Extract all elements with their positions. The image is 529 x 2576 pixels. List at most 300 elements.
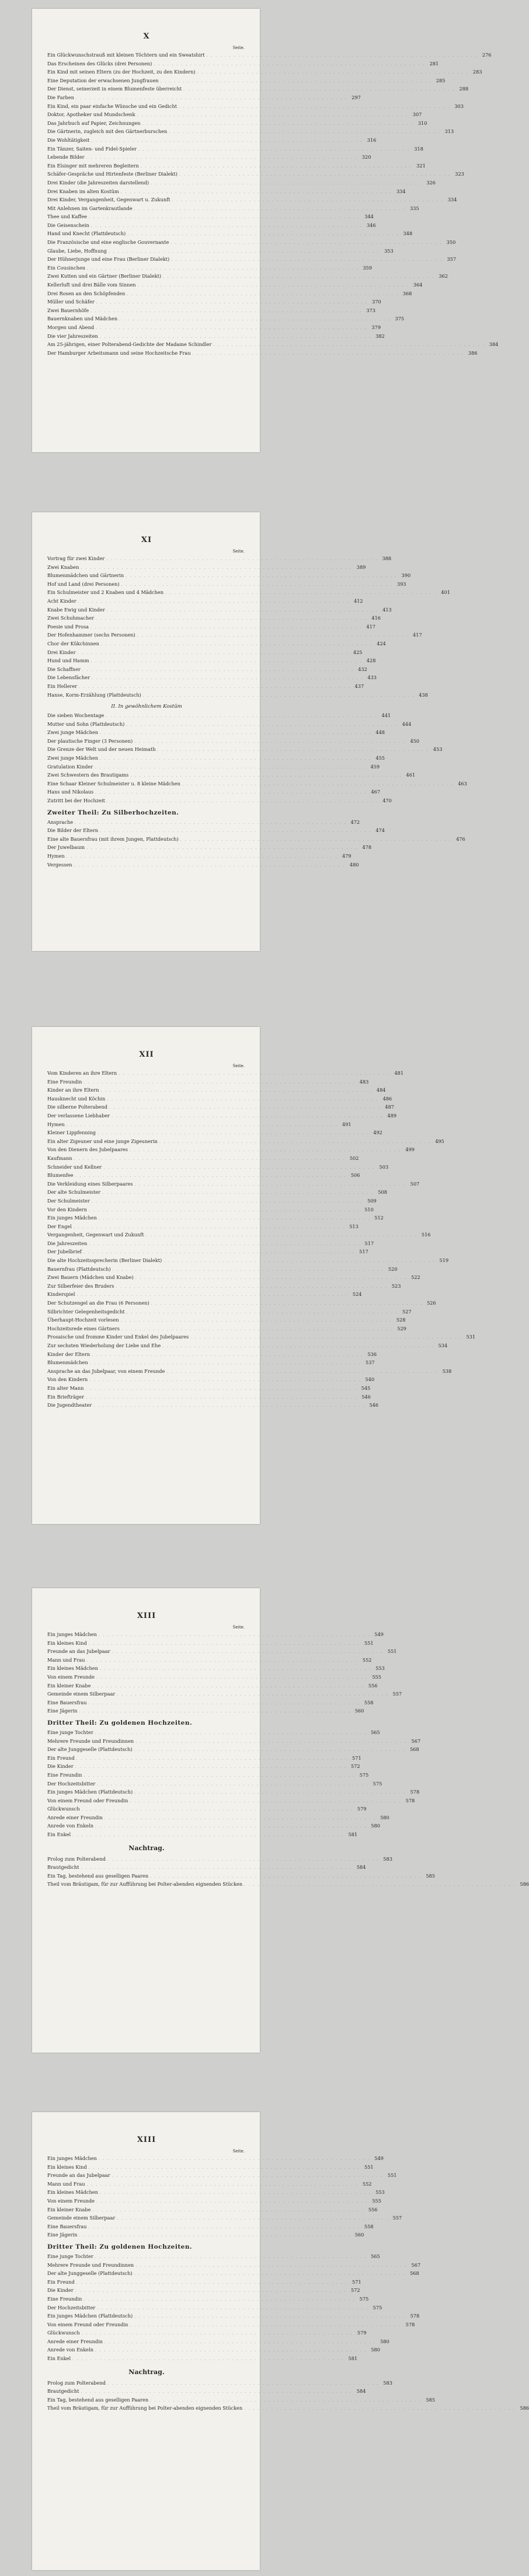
leader-dots <box>92 1352 363 1359</box>
leader-dots <box>76 95 347 103</box>
toc-entry-page: 568 <box>410 2270 419 2277</box>
toc-entry-page: 551 <box>364 2163 374 2170</box>
toc-entry <box>47 2197 381 2206</box>
toc-entry-page: 346 <box>367 222 376 228</box>
leader-dots <box>100 1666 371 1673</box>
toc-entry-title: Ein Kind, ein paar einfache Wünsche und ein Gedicht <box>47 103 178 109</box>
toc-entry-page: 470 <box>382 798 392 804</box>
leader-dots <box>117 2215 388 2223</box>
leader-dots <box>166 1369 438 1376</box>
page-content <box>32 512 467 869</box>
toc-entry-page: 583 <box>383 2379 392 2386</box>
leader-dots <box>169 129 440 137</box>
toc-entry-page: 384 <box>489 341 499 348</box>
toc-entry-title: Das Erscheinen des Glücks (drei Personen) <box>47 60 152 67</box>
toc-entry-title: Eine Freundin <box>47 1771 82 1778</box>
leader-dots <box>183 86 455 94</box>
toc-entry-title: Die Gärtnerin, zugleich mit den Gärtnerburschen <box>47 128 168 135</box>
toc-entry-title: Ein alter Zigeuner und eine junge Zigeunerin <box>47 1138 158 1144</box>
toc-entry <box>47 1393 371 1402</box>
toc-entry-title: Der Hühnerjunge und eine Frau (Berliner Dialekt) <box>47 256 170 263</box>
toc-entry <box>47 1342 448 1351</box>
leader-dots <box>180 837 452 844</box>
subsection-heading: II. In gewöhnlichem Kostüm <box>111 704 182 710</box>
toc-entry-page: 553 <box>375 2189 385 2196</box>
toc-entry-title: Hymen <box>47 1121 65 1127</box>
toc-entry-title: Der alte Junggeselle (Plattdeutsch) <box>47 2270 133 2277</box>
toc-entry <box>47 1316 406 1325</box>
toc-entry <box>47 2155 384 2163</box>
leader-dots <box>95 764 366 772</box>
toc-entry-page: 586 <box>520 1881 529 1888</box>
leader-dots <box>117 1691 388 1699</box>
toc-entry-title: Der Engel <box>47 1223 72 1229</box>
toc-entry <box>47 94 361 103</box>
toc-entry <box>47 1805 367 1814</box>
toc-entry-page: 472 <box>350 819 360 825</box>
leader-dots <box>151 1301 423 1308</box>
leader-dots <box>96 616 367 623</box>
toc-entry-page: 334 <box>447 197 457 203</box>
leader-dots <box>89 1207 360 1215</box>
toc-entry-page: 373 <box>366 307 376 313</box>
page-content <box>32 2112 529 2413</box>
leader-dots <box>87 1658 359 1665</box>
leader-dots <box>103 1165 375 1172</box>
leader-dots <box>197 69 469 77</box>
page-column-header: Seite. <box>232 1064 245 1068</box>
page-number-roman: XI <box>141 536 152 544</box>
toc-entry-title: Hymen <box>47 853 65 859</box>
leader-dots <box>82 667 354 674</box>
leader-dots <box>89 1377 361 1385</box>
toc-entry <box>47 1376 375 1385</box>
appendix-heading: Nachtrag. <box>128 1844 165 1852</box>
toc-entry-page: 579 <box>357 2330 367 2336</box>
toc-entry <box>47 1771 369 1780</box>
leader-dots <box>81 2389 352 2396</box>
toc-entry <box>47 729 385 738</box>
toc-entry-page: 281 <box>429 60 439 67</box>
toc-entry <box>47 623 376 632</box>
leader-dots <box>91 138 363 145</box>
toc-entry-page: 565 <box>371 2253 380 2259</box>
toc-entry <box>47 298 381 307</box>
toc-entry <box>47 1368 452 1376</box>
toc-entry-page: 433 <box>367 674 377 681</box>
toc-entry-page: 393 <box>396 581 406 587</box>
toc-entry-page: 502 <box>349 1155 359 1161</box>
leader-dots <box>135 1739 407 1746</box>
leader-dots <box>146 1232 417 1240</box>
toc-entry-title: Ansprache <box>47 819 74 825</box>
toc-entry <box>47 307 376 316</box>
toc-entry-title: Blumenfee <box>47 1172 74 1179</box>
leader-dots <box>134 2271 406 2278</box>
toc-entry-page: 506 <box>350 1172 360 1179</box>
toc-entry-title: Der plautische Finger (3 Personen) <box>47 738 133 744</box>
leader-dots <box>67 854 338 861</box>
toc-entry-title: Der Hochzeitsbitter <box>47 2304 96 2311</box>
toc-entry <box>47 1197 377 1206</box>
leader-dots <box>134 1747 406 1754</box>
toc-entry <box>47 581 406 589</box>
toc-entry <box>47 1163 389 1172</box>
toc-entry-page: 370 <box>372 299 381 305</box>
toc-entry-page: 486 <box>382 1095 392 1102</box>
toc-entry-title: Der alte Junggeselle (Plattdeutsch) <box>47 1746 133 1753</box>
leader-dots <box>170 240 442 247</box>
toc-entry-title: Von einem Freund oder Freundin <box>47 1797 128 1803</box>
toc-entry <box>47 666 367 674</box>
toc-entry <box>47 1814 389 1823</box>
toc-entry-title: Ein Enkel <box>47 2355 71 2362</box>
leader-dots <box>76 2280 348 2287</box>
toc-entry <box>47 170 464 179</box>
toc-entry-page: 478 <box>362 844 372 851</box>
toc-entry-page: 316 <box>367 137 377 143</box>
toc-entry <box>47 1881 529 1889</box>
toc-entry-title: Theil vom Bräutigam, für zur Aufführung bei Polter-abenden eignenden Stücken <box>47 2405 243 2411</box>
toc-entry-page: 581 <box>348 1831 358 1838</box>
leader-dots <box>121 582 393 589</box>
leader-dots <box>74 1156 346 1163</box>
toc-entry <box>47 797 392 806</box>
toc-entry-page: 428 <box>366 658 376 664</box>
leader-dots <box>121 189 392 197</box>
leader-dots <box>163 1258 435 1266</box>
toc-entry <box>47 674 377 683</box>
leader-dots <box>89 2165 360 2172</box>
leader-dots <box>119 316 391 324</box>
toc-entry-page: 425 <box>353 649 363 655</box>
toc-entry-page: 483 <box>359 1078 369 1085</box>
toc-entry <box>47 1274 420 1282</box>
toc-entry <box>47 272 448 281</box>
leader-dots <box>107 798 378 806</box>
leader-dots <box>76 1756 348 1763</box>
toc-entry <box>47 1138 444 1147</box>
toc-entry-page: 568 <box>410 1746 419 1753</box>
toc-entry <box>47 649 363 658</box>
toc-entry <box>47 1385 371 1393</box>
leader-dots <box>95 1823 367 1831</box>
toc-entry-title: Freunde an das Jubelpaar <box>47 1648 110 1655</box>
toc-entry-page: 441 <box>381 712 391 719</box>
toc-entry-title: Ein Tänzer, Saiten- und Fidel-Spieler <box>47 145 137 152</box>
toc-entry-page: 359 <box>363 264 372 271</box>
toc-entry-page: 558 <box>364 1699 374 1705</box>
leader-dots <box>161 78 432 86</box>
toc-entry-page: 444 <box>402 721 412 727</box>
toc-entry-title: Vergessen <box>47 861 72 868</box>
toc-entry <box>47 2396 436 2405</box>
toc-entry-title: Drei Rosen an den Schöpfenden <box>47 290 126 296</box>
leader-dots <box>179 104 450 111</box>
leader-dots <box>116 1284 387 1291</box>
toc-entry <box>47 256 457 264</box>
leader-dots <box>143 693 415 700</box>
toc-entry <box>47 264 372 273</box>
toc-entry <box>47 836 465 844</box>
toc-entry <box>47 683 364 691</box>
leader-dots <box>102 1190 374 1197</box>
toc-entry-page: 326 <box>426 179 436 186</box>
toc-entry <box>47 2295 369 2304</box>
page-number-roman: X <box>143 32 150 41</box>
toc-entry <box>47 2304 382 2313</box>
toc-entry-page: 412 <box>354 597 363 604</box>
toc-entry <box>47 2312 420 2321</box>
leader-dots <box>97 1781 368 1789</box>
toc-entry <box>47 1640 374 1648</box>
toc-entry-page: 572 <box>350 1763 360 1770</box>
toc-entry-page: 438 <box>419 691 428 698</box>
toc-entry-title: Ein Tag, bestehend aus geselligen Paaren <box>47 2396 149 2403</box>
toc-entry-page: 297 <box>351 94 361 100</box>
toc-entry <box>47 564 366 572</box>
toc-entry-title: Eine alte Bauersfrau (mit ihrem Jungen, Plattdeutsch) <box>47 836 179 842</box>
toc-entry-title: Doktor, Apotheker und Mundschenk <box>47 111 135 118</box>
leader-dots <box>81 565 352 572</box>
leader-dots <box>83 1773 355 1780</box>
toc-entry-title: Eine Deputation der erwachsenen Jungfrauen <box>47 77 159 83</box>
toc-entry-page: 313 <box>444 128 454 135</box>
toc-entry-title: Von den Dienern des Jubelpaares <box>47 1147 128 1153</box>
toc-entry-page: 567 <box>411 2262 421 2268</box>
toc-entry-page: 417 <box>366 623 376 630</box>
toc-entry-title: Der Juwelbaum <box>47 844 85 851</box>
leader-dots <box>130 1147 401 1155</box>
toc-entry <box>47 1103 395 1112</box>
leader-dots <box>159 1139 431 1147</box>
toc-entry-page: 578 <box>405 1797 415 1803</box>
toc-entry <box>47 1746 419 1754</box>
leader-dots <box>171 257 443 264</box>
toc-entry <box>47 640 386 649</box>
leader-dots <box>86 1394 357 1402</box>
toc-entry <box>47 771 416 780</box>
toc-entry <box>47 205 419 214</box>
toc-entry-title: Mehrere Freunde und Freundinnen <box>47 1738 134 1744</box>
page-column-header: Seite. <box>232 1625 245 1630</box>
toc-entry-page: 575 <box>373 1780 382 1787</box>
toc-entry-page: 489 <box>387 1112 397 1119</box>
toc-entry <box>47 738 420 746</box>
toc-entry <box>47 754 385 763</box>
toc-entry-title: Ein kleiner Knabe <box>47 2206 91 2213</box>
leader-dots <box>150 2397 422 2405</box>
toc-entry-page: 546 <box>369 1402 379 1408</box>
toc-entry-page: 417 <box>413 632 422 638</box>
toc-entry-page: 526 <box>427 1300 436 1306</box>
toc-entry <box>47 1822 380 1831</box>
toc-entry-title: Kinderspiel <box>47 1291 75 1298</box>
toc-entry <box>47 188 406 197</box>
leader-dots <box>106 556 378 564</box>
toc-entry-title: Ein kleines Mädchen <box>47 2189 98 2196</box>
leader-dots <box>91 223 363 230</box>
toc-entry-title: Drei Kinder (die Jahreszeiten darstellend) <box>47 179 149 186</box>
leader-dots <box>126 722 398 729</box>
toc-entry <box>47 315 405 324</box>
toc-entry <box>47 60 439 69</box>
toc-entry-page: 510 <box>364 1206 374 1212</box>
toc-entry-title: Die Verkleidung eines Silberpaares <box>47 1180 133 1187</box>
toc-entry-page: 509 <box>367 1197 377 1204</box>
toc-entry-page: 388 <box>382 555 392 561</box>
toc-entry-page: 283 <box>472 69 482 75</box>
leader-dots <box>138 282 409 290</box>
section-heading: Zweiter Theil: Zu Silberhochzeiten. <box>47 809 179 816</box>
toc-entry-title: Gemeinde einem Silberpaar <box>47 1691 116 1697</box>
toc-entry <box>47 819 360 827</box>
toc-entry-page: 584 <box>356 1864 366 1871</box>
leader-dots <box>137 112 408 120</box>
toc-entry-title: Der Schutzengel an die Frau (6 Personen) <box>47 1300 149 1306</box>
toc-entry-page: 310 <box>417 120 427 126</box>
toc-entry-page: 503 <box>379 1163 389 1170</box>
toc-entry-page: 575 <box>359 2295 369 2302</box>
toc-entry-page: 455 <box>375 755 385 761</box>
toc-entry-title: Bauernknaben und Mädchen <box>47 316 118 322</box>
toc-entry-page: 560 <box>354 2232 364 2238</box>
toc-entry-title: Vergangenheit, Gegenwart und Zukunft <box>47 1232 144 1238</box>
toc-entry-title: Lebende Bilder <box>47 154 85 160</box>
toc-entry-title: Ein Tag, bestehend aus geselligen Paaren <box>47 1872 149 1879</box>
toc-entry-title: Eine Freundin <box>47 1078 82 1085</box>
toc-entry-page: 463 <box>458 780 467 787</box>
toc-entry-page: 467 <box>371 789 381 795</box>
toc-entry <box>47 162 426 171</box>
toc-entry-title: Die Französische und eine englische Gouvernante <box>47 239 169 246</box>
toc-entry-title: Der Schulmeister <box>47 1197 90 1204</box>
toc-entry <box>47 2189 385 2197</box>
toc-entry <box>47 614 381 623</box>
leader-dots <box>93 1403 365 1410</box>
leader-dots <box>107 2381 379 2388</box>
toc-entry <box>47 721 412 729</box>
leader-dots <box>134 1789 406 1797</box>
toc-entry-title: Drei Kinder <box>47 649 76 655</box>
leader-dots <box>89 2224 360 2232</box>
toc-entry <box>47 1656 372 1665</box>
toc-entry-page: 480 <box>349 861 359 868</box>
toc-entry-title: Ein alter Mann <box>47 1385 84 1391</box>
toc-entry-title: Kinder an ihre Eltern <box>47 1087 99 1093</box>
toc-entry-title: Hund und Hamm <box>47 658 89 664</box>
leader-dots <box>95 2347 367 2355</box>
toc-entry-page: 348 <box>403 230 413 237</box>
leader-dots <box>86 155 358 162</box>
toc-entry <box>47 2379 392 2388</box>
leader-dots <box>165 590 437 597</box>
page-number-roman: XIII <box>137 1612 156 1620</box>
section-heading: Dritter Theil: Zu goldenen Hochzeiten. <box>47 2243 193 2250</box>
leader-dots <box>72 1832 344 1840</box>
toc-entry-page: 476 <box>456 836 465 842</box>
leader-dots <box>119 1071 390 1078</box>
toc-entry-title: Acht Kinder <box>47 597 76 604</box>
leader-dots <box>100 730 371 738</box>
toc-entry-page: 350 <box>446 239 456 246</box>
toc-entry-page: 583 <box>383 1855 392 1862</box>
toc-entry-title: Chor der Kükchinnen <box>47 640 99 646</box>
toc-entry-page: 499 <box>405 1147 415 1153</box>
toc-entry-page: 522 <box>411 1274 420 1281</box>
toc-entry <box>47 247 394 256</box>
toc-entry-page: 555 <box>372 2197 381 2204</box>
document-page <box>32 9 499 452</box>
toc-entry <box>47 51 492 60</box>
toc-entry-title: Silbrichter Gelegenheitsgedicht <box>47 1308 125 1315</box>
leader-dots <box>101 641 373 649</box>
toc-entry <box>47 281 423 290</box>
leader-dots <box>100 2190 371 2197</box>
toc-entry-title: Die Farben <box>47 94 74 100</box>
toc-entry <box>47 2180 372 2189</box>
toc-entry <box>47 196 457 205</box>
toc-entry-title: Die sieben Wochentage <box>47 712 105 719</box>
toc-entry-title: Ein kleines Kind <box>47 2163 87 2170</box>
toc-entry-title: Die silberne Polterabend <box>47 1104 108 1110</box>
toc-entry-title: Prosaische und fromme Kinder und Enkel des Jubelpaares <box>47 1334 189 1340</box>
toc-entry-title: Blumenmädchen und Gärtnerin <box>47 572 124 579</box>
toc-entry-page: 390 <box>401 572 411 579</box>
leader-dots <box>67 1122 338 1130</box>
toc-entry-title: Morgen und Abend <box>47 324 95 330</box>
toc-entry <box>47 712 391 721</box>
leader-dots <box>244 2406 516 2413</box>
toc-entry <box>47 1069 404 1078</box>
toc-entry-page: 318 <box>414 145 423 152</box>
toc-entry-title: Ein Freund <box>47 2278 75 2285</box>
toc-entry-title: Die alte Hochzeitssprecherin (Berliner Dialekt) <box>47 1257 162 1264</box>
toc-entry <box>47 1754 361 1763</box>
toc-entry-page: 581 <box>348 2355 358 2362</box>
toc-entry <box>47 827 385 836</box>
leader-dots <box>90 1360 361 1368</box>
leader-dots <box>154 61 425 69</box>
toc-entry <box>47 657 376 666</box>
toc-entry-page: 557 <box>392 1691 402 1697</box>
toc-entry-page: 508 <box>378 1189 387 1196</box>
leader-dots <box>112 1649 384 1656</box>
toc-entry-page: 580 <box>371 1823 380 1829</box>
leader-dots <box>130 2322 401 2330</box>
toc-entry-page: 481 <box>394 1070 404 1076</box>
toc-entry-title: Hochzeitsrede eines Gärtners <box>47 1325 120 1331</box>
toc-entry <box>47 2388 366 2396</box>
toc-entry-page: 344 <box>364 214 374 220</box>
toc-entry-title: Der Hamburger Arbeitsmann und seine Hochzeitsche Frau <box>47 349 191 356</box>
toc-entry-title: Die Lebensfächer <box>47 674 91 681</box>
toc-entry <box>47 2163 374 2172</box>
toc-entry-page: 461 <box>406 772 416 778</box>
toc-entry-title: Mehrere Freunde und Freundinnen <box>47 2262 134 2268</box>
toc-entry-page: 379 <box>371 324 381 330</box>
toc-entry <box>47 77 446 86</box>
appendix-heading: Nachtrag. <box>128 2368 165 2376</box>
leader-dots <box>120 1317 392 1325</box>
toc-entry <box>47 691 428 700</box>
toc-entry <box>47 1146 415 1155</box>
toc-entry-page: 307 <box>412 111 422 118</box>
toc-entry-title: Zutritt bei der Hochzeit <box>47 798 105 804</box>
toc-entry <box>47 1864 366 1872</box>
toc-entry-page: 580 <box>371 2347 380 2353</box>
toc-entry-title: Anrede einer Freundin <box>47 1814 103 1820</box>
